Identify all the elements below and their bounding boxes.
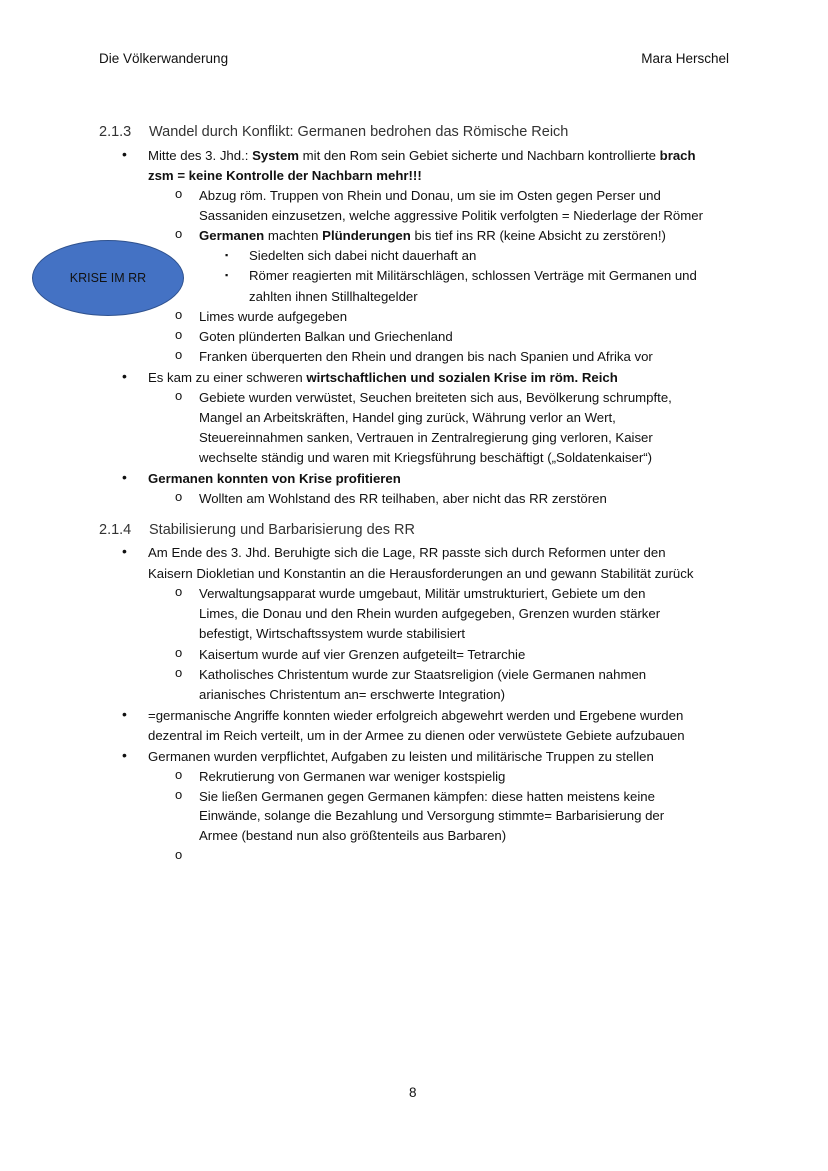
bullet-square-icon: ▪: [225, 270, 229, 280]
text-run: brach: [659, 148, 696, 163]
section-title: Wandel durch Konflikt: Germanen bedrohen das Römische Reich: [149, 124, 569, 140]
text-line: befestigt, Wirtschaftssystem wurde stabilisiert: [199, 626, 466, 641]
text-line: Verwaltungsapparat wurde umgebaut, Militär umstrukturiert, Gebiete um den: [199, 586, 646, 601]
text-run: Mitte des 3. Jhd.:: [148, 148, 249, 163]
text-line: [148, 146, 696, 166]
bullet-circle-icon: o: [175, 584, 183, 599]
text-line: Wollten am Wohlstand des RR teilhaben, aber nicht das RR zerstören: [199, 491, 607, 506]
bullet-circle-icon: o: [175, 388, 183, 403]
section-number: 2.1.3: [99, 124, 132, 140]
text-line: Franken überquerten den Rhein und drangen bis nach Spanien und Afrika vor: [199, 349, 653, 364]
bullet-disc-icon: •: [122, 469, 127, 485]
section-heading-2-1-3: [99, 124, 568, 140]
bullet-disc-icon: •: [122, 146, 127, 162]
text-line: Sie ließen Germanen gegen Germanen kämpfen: diese hatten meistens keine: [199, 789, 655, 804]
bullet-circle-icon: o: [175, 767, 183, 782]
header-title: Die Völkerwanderung: [99, 51, 229, 66]
section-heading-2-1-4: [99, 522, 415, 538]
bullet-square-icon: ▪: [225, 250, 229, 260]
text-line: Goten plünderten Balkan und Griechenland: [199, 329, 453, 344]
text-line: Limes wurde aufgegeben: [199, 309, 348, 324]
bullet-circle-icon: o: [175, 327, 183, 342]
text-line: zahlten ihnen Stillhaltegelder: [249, 289, 418, 304]
page-number: 8: [409, 1085, 417, 1100]
bullet-circle-icon: o: [175, 347, 183, 362]
text-run: wirtschaftlichen und sozialen Krise im röm. Reich: [306, 370, 618, 385]
text-line: arianisches Christentum an= erschwerte Integration): [199, 687, 506, 702]
text-run: Es kam zu einer schweren: [148, 370, 307, 385]
text-line: Rekrutierung von Germanen war weniger kostspielig: [199, 769, 506, 784]
text-run: Plünderungen: [322, 228, 411, 243]
text-line: zsm = keine Kontrolle der Nachbarn mehr!!!: [148, 168, 422, 183]
text-run: mit den Rom sein Gebiet sicherte und Nachbarn kontrollierte: [299, 148, 660, 163]
bullet-circle-icon: o: [175, 645, 183, 660]
bullet-circle-icon: o: [175, 186, 183, 201]
text-line: Limes, die Donau und den Rhein wurden aufgegeben, Grenzen wurden stärker: [199, 606, 661, 621]
krise-ellipse-shape: [32, 240, 184, 316]
section-number: 2.1.4: [99, 522, 132, 538]
text-line: Kaisern Diokletian und Konstantin an die Herausforderungen an und gewann Stabilität zurück: [148, 566, 694, 581]
bullet-circle-icon: o: [175, 847, 183, 862]
text-line: Am Ende des 3. Jhd. Beruhigte sich die Lage, RR passte sich durch Reformen unter den: [148, 545, 666, 560]
bullet-disc-icon: •: [122, 543, 127, 559]
text-line: [199, 226, 666, 246]
text-line: Kaisertum wurde auf vier Grenzen aufgeteilt= Tetrarchie: [199, 647, 526, 662]
bullet-circle-icon: o: [175, 307, 183, 322]
section-title: Stabilisierung und Barbarisierung des RR: [149, 522, 415, 538]
bullet-circle-icon: o: [175, 665, 183, 680]
text-line: Germanen wurden verpflichtet, Aufgaben zu leisten und militärische Truppen zu stellen: [148, 749, 654, 764]
text-run: bis tief ins RR (keine Absicht zu zerstören!): [410, 228, 666, 243]
text-line: Katholisches Christentum wurde zur Staatsreligion (viele Germanen nahmen: [199, 667, 647, 682]
text-line: Abzug röm. Truppen von Rhein und Donau, um sie im Osten gegen Perser und: [199, 188, 661, 203]
bullet-disc-icon: •: [122, 747, 127, 763]
ellipse-label: KRISE IM RR: [69, 270, 147, 285]
text-line: Römer reagierten mit Militärschlägen, schlossen Verträge mit Germanen und: [249, 268, 697, 283]
text-run: System: [252, 148, 300, 163]
text-run: Germanen: [199, 228, 265, 243]
text-run: machten: [264, 228, 323, 243]
bullet-circle-icon: o: [175, 226, 183, 241]
header-author: Mara Herschel: [641, 51, 729, 66]
bullet-disc-icon: •: [122, 368, 127, 384]
text-line: =germanische Angriffe konnten wieder erfolgreich abgewehrt werden und Ergebene wurden: [148, 708, 684, 723]
text-line: Sassaniden einzusetzen, welche aggressive Politik verfolgten = Niederlage der Römer: [199, 208, 703, 223]
text-line: [148, 368, 618, 388]
text-line: Mangel an Arbeitskräften, Handel ging zurück, Währung verlor an Wert,: [199, 410, 616, 425]
text-line: Armee (bestand nun also größtenteils aus Barbaren): [199, 828, 507, 843]
bullet-circle-icon: o: [175, 787, 183, 802]
text-line: wechselte ständig und waren mit Kriegsführung beschäftigt („Soldatenkaiser“): [199, 450, 653, 465]
bullet-disc-icon: •: [122, 706, 127, 722]
text-line: Einwände, solange die Bezahlung und Versorgung stimmte= Barbarisierung der: [199, 808, 665, 823]
text-line: Steuereinnahmen sanken, Vertrauen in Zentralregierung ging verloren, Kaiser: [199, 430, 653, 445]
text-line: Gebiete wurden verwüstet, Seuchen breiteten sich aus, Bevölkerung schrumpfte,: [199, 390, 672, 405]
text-line: Germanen konnten von Krise profitieren: [148, 471, 401, 486]
bullet-circle-icon: o: [175, 489, 183, 504]
text-line: Siedelten sich dabei nicht dauerhaft an: [249, 248, 477, 263]
text-line: dezentral im Reich verteilt, um in der Armee zu dienen oder verwüstete Gebiete aufzubauen: [148, 728, 685, 743]
